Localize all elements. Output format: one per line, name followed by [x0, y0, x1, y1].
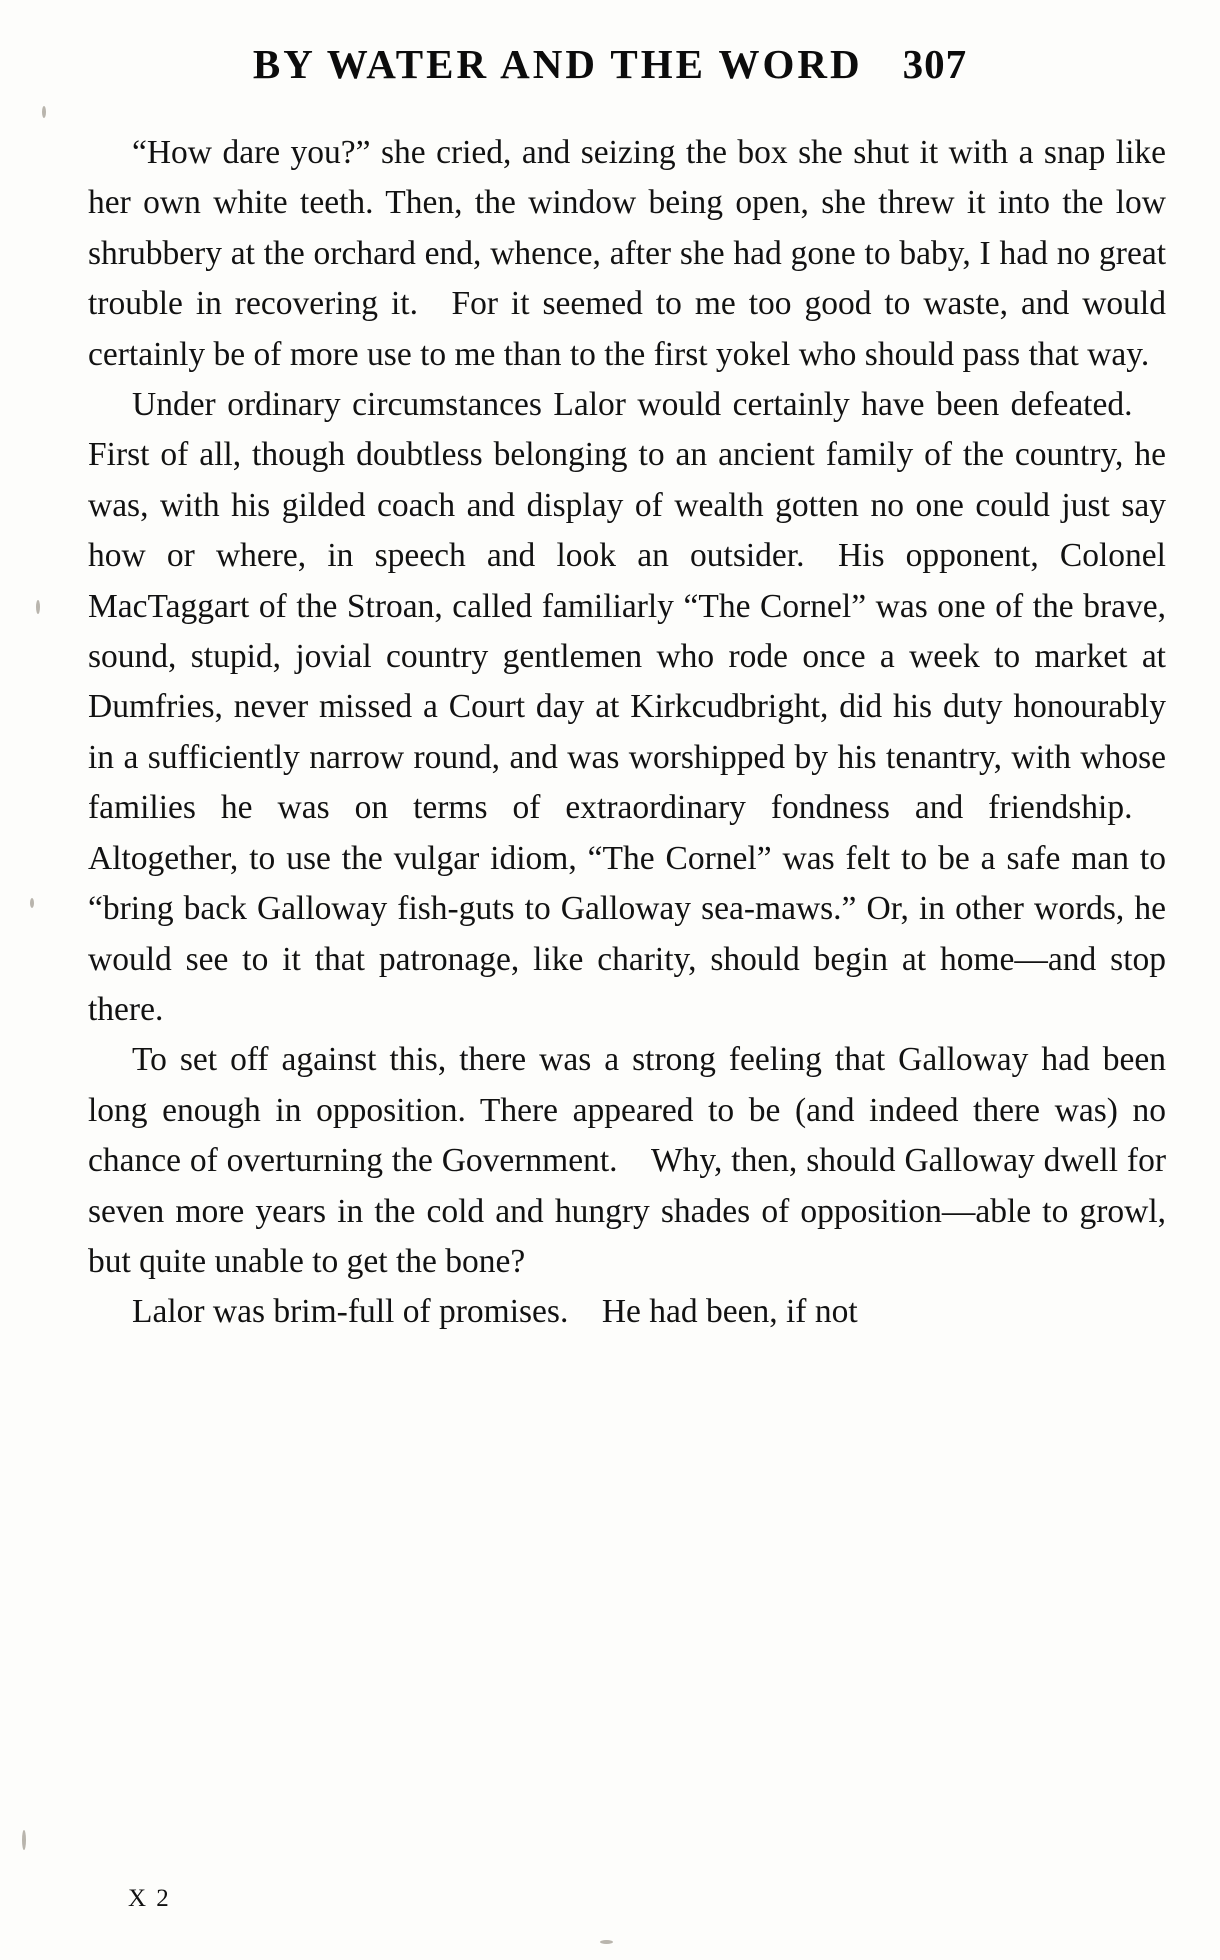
- paragraph: To set off against this, there was a strong feeling that Galloway had been long enough in opposition. There appeared to be (and indeed there was) no chance of overturning the Government. Why, then, should Galloway dwell for seven more years in the cold and hungry shades of opposition—able to growl, but quite unable to get the bone?: [88, 1041, 1166, 1280]
- signature-mark: X 2: [128, 1885, 171, 1912]
- paper-speck: [36, 600, 40, 614]
- paper-speck: [600, 1940, 613, 1944]
- running-title: BY WATER AND THE WORD: [252, 41, 863, 87]
- paragraph: Lalor was brim-full of promises. He had been, if not: [132, 1293, 858, 1331]
- page-header: [0, 40, 1220, 88]
- paragraph: Under ordinary circumstances Lalor would certainly have been defeated. First of all, though doubtless belonging to an ancient family of the country, he was, with his gilded coach and display of wealth gotten no one could just say how or where, in speech and look an outsider. His opponent, Colonel MacTaggart of the Stroan, called familiarly “The Cornel” was one of the brave, sound, stupid, jovial country gentlemen who rode once a week to market at Dumfries, never missed a Court day at Kirkcudbright, did his duty honourably in a sufficiently narrow round, and was worshipped by his tenantry, with whose families he was on terms of extraordinary fondness and friendship. Altogether, to use the vulgar idiom, “The Cornel” was felt to be a safe man to “bring back Galloway fish-guts to Galloway sea-maws.” Or, in other words, he would see to it that patronage, like charity, should begin at home—and stop there.: [88, 386, 1166, 1028]
- paper-speck: [30, 898, 34, 908]
- paper-speck: [22, 1830, 26, 1850]
- paper-speck: [42, 106, 46, 118]
- page-number: 307: [902, 41, 968, 87]
- page-body: [88, 128, 1166, 1338]
- paragraph: “How dare you?” she cried, and seizing the box she shut it with a snap like her own white teeth. Then, the window being open, she threw it into the low shrubbery at the orchard end, whence, after she had gone to baby, I had no great trouble in recovering it. For it seemed to me too good to waste, and would certainly be of more use to me than to the first yokel who should pass that way.: [88, 134, 1166, 373]
